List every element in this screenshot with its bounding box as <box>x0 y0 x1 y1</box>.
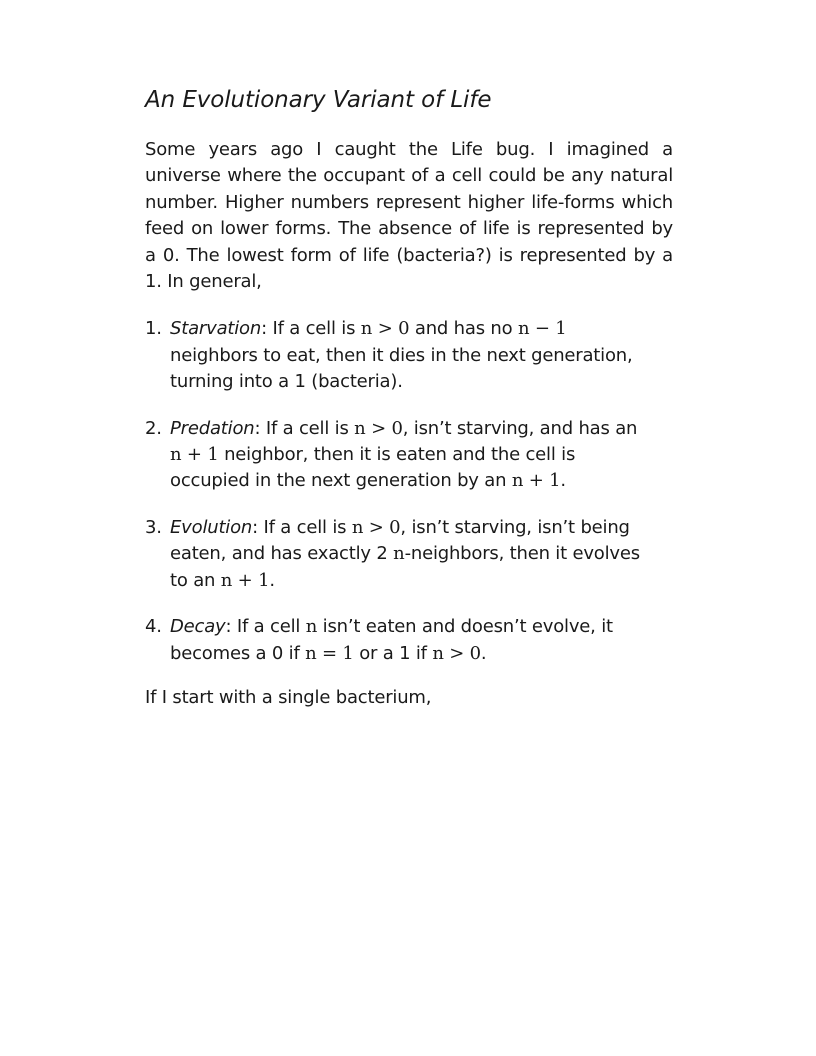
rule-number: 4. <box>145 616 162 638</box>
rule-name: Predation <box>170 417 255 439</box>
math-expression: n > 0 <box>354 417 403 439</box>
intro-paragraph: Some years ago I caught the Life bug. I imagined a universe where the occupant of a cell could be any natural number. Higher numbers represent higher life-forms which feed on lower forms. The absence of life is represented by a 0. The lowest form of life (bacteria?) is represented by a 1. In general, <box>145 139 673 293</box>
rule-text <box>170 515 645 594</box>
rule-text-segment: : If a cell is <box>261 318 361 340</box>
closing-sentence: If I start with a single bacterium, <box>145 686 432 708</box>
math-expression: n > 0 <box>432 642 481 664</box>
math-expression: n > 0 <box>351 516 401 538</box>
rule-number: 3. <box>145 516 162 538</box>
rule-text-segment: : If a cell <box>225 616 306 638</box>
rule-text <box>170 416 645 495</box>
rule-starvation <box>145 316 645 395</box>
document-title: An Evolutionary Variant of Life <box>145 87 492 113</box>
rule-text-segment: . <box>480 642 487 664</box>
rule-text <box>170 614 645 667</box>
rule-text-segment: . <box>560 470 566 492</box>
rule-evolution <box>145 515 645 594</box>
rule-text-segment: -neighbors, then it evolves to an <box>170 543 640 591</box>
rule-decay <box>145 614 645 667</box>
math-expression: n − 1 <box>517 318 567 340</box>
rule-text-segment: neighbors to eat, then it dies in the next generation, turning into a 1 (bacteria). <box>170 344 633 393</box>
rule-text-segment: . <box>269 569 275 591</box>
document-page <box>145 84 673 711</box>
math-expression: n > 0 <box>360 318 410 340</box>
rule-text-segment: isn’t eaten and doesn’t evolve, it becomes a 0 if <box>170 616 613 664</box>
rule-text-segment: : If a cell is <box>252 516 352 538</box>
rule-text <box>170 316 645 395</box>
math-expression: n + 1 <box>170 444 219 466</box>
math-expression: n + 1 <box>220 569 270 591</box>
rule-number: 1. <box>145 318 162 340</box>
rule-text-segment: , isn’t starving, and has an <box>402 417 638 439</box>
rule-number: 2. <box>145 417 162 439</box>
rule-text-segment: : If a cell is <box>254 417 355 439</box>
math-expression: n = 1 <box>305 642 354 664</box>
math-expression: n <box>393 543 405 565</box>
math-expression: n + 1 <box>511 470 561 492</box>
rule-predation <box>145 416 645 495</box>
rules-list <box>145 316 645 666</box>
rule-text-segment: or a 1 if <box>353 642 433 664</box>
rule-text-segment: , isn’t starving, isn’t being eaten, and has exactly 2 <box>170 516 630 565</box>
rule-text-segment: neighbor, then it is eaten and the cell is occupied in the next generation by an <box>170 444 576 492</box>
rule-name: Decay <box>170 616 226 638</box>
math-expression: n <box>305 616 318 638</box>
rule-name: Starvation <box>170 318 262 340</box>
rule-text-segment: and has no <box>409 318 518 340</box>
rule-name: Evolution <box>170 516 253 538</box>
